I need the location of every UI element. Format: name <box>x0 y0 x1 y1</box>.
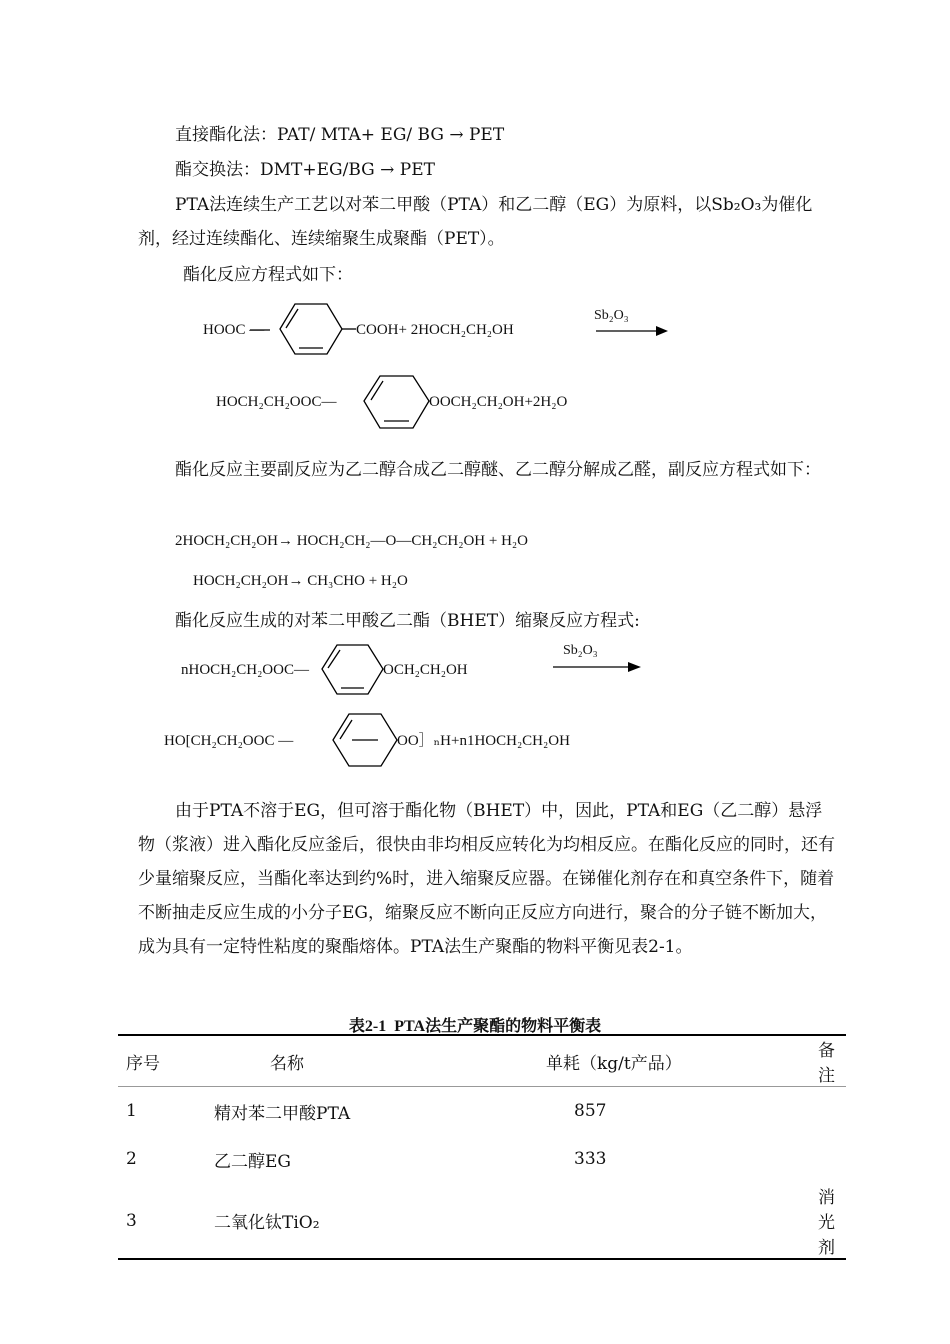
material-balance-table <box>118 1034 846 1260</box>
side-reaction-paragraph: 酯化反应主要副反应为乙二醇合成乙二醇醚、乙二醇分解成乙醛，副反应方程式如下： <box>175 460 821 480</box>
pta-intro-paragraph: PTA法连续生产工艺以对苯二甲酸（PTA）和乙二醇（EG）为原料，以Sb₂O₃为催化剂，经过连续酯化、连续缩聚生成聚酯（PET）。 <box>138 195 813 249</box>
table-header-row <box>118 1035 846 1087</box>
side-equation-1: 2HOCH₂CH₂OH→ HOCH₂CH₂—O—CH₂CH₂OH + H₂O <box>175 533 528 549</box>
side-equation-2: HOCH₂CH₂OH→ CH₃CHO + H₂O <box>193 573 408 589</box>
reaction-arrow-2 <box>553 662 641 672</box>
eq2-product-left: HO[CH₂CH₂OOC — <box>164 733 294 749</box>
cell-index: 2 <box>126 1149 137 1169</box>
col-header-consumption: 单耗（kg/t产品） <box>538 1035 810 1087</box>
eq1-reactant-right: COOH+ 2HOCH₂CH₂OH <box>356 322 514 338</box>
cell-name: 精对苯二甲酸PTA <box>214 1103 351 1124</box>
eq1-product-left: HOCH₂CH₂OOC— <box>216 394 337 410</box>
table-row <box>118 1087 846 1136</box>
transesterification-line: 酯交换法：DMT+EG/BG → PET <box>175 160 435 180</box>
eq1-catalyst: Sb₂O₃ <box>594 308 629 323</box>
col-header-remark: 备注 <box>810 1035 846 1087</box>
direct-esterification-line: 直接酯化法：PAT/ MTA+ EG/ BG → PET <box>175 125 505 145</box>
table-row <box>118 1135 846 1183</box>
col-header-name: 名称 <box>206 1035 538 1087</box>
cell-name: 乙二醇EG <box>214 1151 291 1172</box>
eq2-reactant-left: nHOCH₂CH₂OOC— <box>181 662 309 678</box>
benzene-ring-3 <box>322 645 383 694</box>
eq2-product-right: OO］ₙH+n1HOCH₂CH₂OH <box>397 733 570 749</box>
table-caption-title: PTA法生产聚酯的物料平衡表 <box>394 1018 602 1035</box>
table-row <box>118 1183 846 1259</box>
benzene-ring-2 <box>364 376 429 428</box>
cell-index: 3 <box>126 1210 137 1231</box>
benzene-ring-1 <box>250 304 356 354</box>
polycondensation-heading: 酯化反应生成的对苯二甲酸乙二酯（BHET）缩聚反应方程式: <box>175 611 640 631</box>
esterification-heading: 酯化反应方程式如下： <box>183 265 353 285</box>
table-caption-number: 表2-1 <box>348 1018 387 1035</box>
cell-consumption: 333 <box>574 1149 607 1169</box>
cell-remark <box>810 1087 846 1136</box>
cell-remark <box>810 1135 846 1183</box>
cell-consumption: 857 <box>574 1101 607 1121</box>
cell-consumption <box>538 1183 810 1259</box>
cell-remark: 消光剂 <box>818 1188 835 1258</box>
benzene-ring-4 <box>333 714 397 766</box>
cell-name: 二氧化钛TiO₂ <box>214 1213 320 1233</box>
cell-index: 1 <box>126 1101 137 1121</box>
reaction-arrow-1 <box>596 326 668 336</box>
table-caption <box>0 1013 950 1036</box>
eq2-reactant-right: OCH₂CH₂OH <box>383 662 468 678</box>
eq2-catalyst: Sb₂O₃ <box>563 643 598 658</box>
eq1-product-right: OOCH₂CH₂OH+2H₂O <box>429 394 568 410</box>
process-paragraph: 由于PTA不溶于EG，但可溶于酯化物（BHET）中，因此，PTA和EG（乙二醇）悬浮物（浆液）进入酯化反应釜后，很快由非均相反应转化为均相反应。在酯化反应的同时，还有少量缩聚反应，当酯化率达到约%时，进入缩聚反应器。在锑催化剂存在和真空条件下，随着不断抽走反应生成的小分子EG，缩聚反应不断向正反应方向进行，聚合的分子链不断加大，成为具有一定特性粘度的聚酯熔体。PTA法生产聚酯的物料平衡见表2-1。 <box>138 801 835 957</box>
col-header-index: 序号 <box>118 1035 206 1087</box>
eq1-reactant-left: HOOC — <box>203 322 265 338</box>
